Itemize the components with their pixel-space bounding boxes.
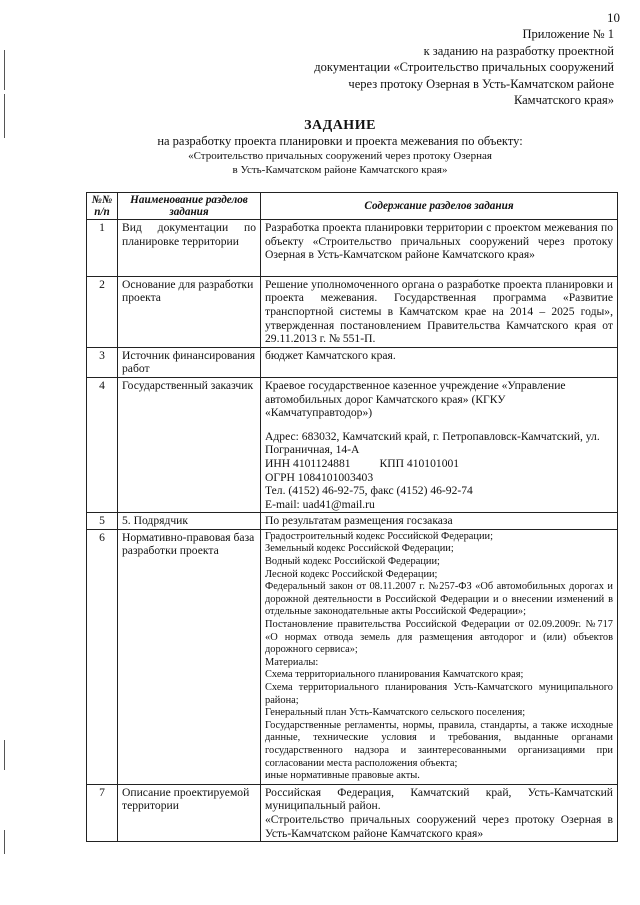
appendix-note — [284, 26, 614, 109]
appendix-line: к заданию на разработку проектной — [423, 43, 614, 58]
binding-mark — [4, 740, 9, 770]
task-table — [86, 192, 618, 842]
content-line: E-mail: uad41@mail.ru — [265, 497, 375, 511]
content-line: бюджет Камчатского края. — [265, 348, 396, 362]
header-section-name: Наименование разделов задания — [118, 193, 261, 220]
row-number: 7 — [87, 784, 118, 841]
content-line: Лесной кодекс Российской Федерации; — [265, 568, 438, 580]
content-line: Решение уполномоченного органа о разработке проекта планировки и проекта межевания. Государственная программа «Развитие транспортной системы в Камчатском крае на 2014 – 2025 годы», утвержденная постановлением Правительства Камчатского края от 29.11.2013 г. № 551-П. — [265, 277, 613, 346]
table-header-row — [87, 193, 618, 220]
row-section-content — [261, 347, 618, 377]
content-gap — [265, 420, 613, 430]
row-number: 2 — [87, 276, 118, 347]
content-line: Схема территориального планирования Камчатского края; — [265, 669, 524, 681]
row-number: 5 — [87, 513, 118, 530]
row-number: 3 — [87, 347, 118, 377]
row-section-content — [261, 784, 618, 841]
appendix-line: Камчатского края» — [513, 93, 614, 107]
document-title: ЗАДАНИЕ — [304, 118, 376, 133]
row-number: 4 — [87, 377, 118, 512]
row-section-name: Государственный заказчик — [118, 377, 261, 512]
row-number: 1 — [87, 220, 118, 277]
content-line: Тел. (4152) 46-92-75, факс (4152) 46-92-74 — [265, 484, 473, 498]
row-section-content — [261, 513, 618, 530]
content-line: Земельный кодекс Российской Федерации; — [265, 543, 454, 555]
content-line: По результатам размещения госзаказа — [265, 514, 453, 528]
content-line: Материалы: — [265, 656, 319, 668]
table-row — [87, 377, 618, 512]
row-section-content — [261, 529, 618, 784]
content-line: Схема территориального планирования Усть-Камчатского муниципального района; — [265, 682, 613, 706]
content-line: ОГРН 1084101003403 — [265, 470, 374, 484]
table-row — [87, 529, 618, 784]
table-row — [87, 513, 618, 530]
row-section-content — [261, 276, 618, 347]
row-section-content — [261, 377, 618, 512]
content-line: Российская Федерация, Камчатский край, Усть-Камчатский муниципальный район. — [265, 785, 613, 813]
content-line: Разработка проекта планировки территории с проектом межевания по объекту «Строительство причальных сооружений через протоку Озерная в Усть-Камчатском районе Камчатского края» — [265, 221, 613, 262]
document-subtitle: на разработку проекта планировки и проекта межевания по объекту: — [157, 134, 523, 148]
appendix-line: документации «Строительство причальных сооружений — [314, 60, 614, 74]
row-section-name: Основание для разработки проекта — [118, 276, 261, 347]
table-row — [87, 220, 618, 277]
content-line: Государственные регламенты, нормы, правила, стандарты, а также исходные данные, технические условия и требования, выданные органами государственного надзора и заинтересованными организациями при согласовании места расположения объекта; — [265, 719, 613, 769]
header-number: №№ п/п — [87, 193, 118, 220]
content-line: Постановление правительства Российской Федерации от 02.09.2009г. №717 «О нормах отвода земель для размещения автодорог и (или) объектов дорожного сервиса»; — [265, 619, 613, 656]
table-row — [87, 347, 618, 377]
title-block — [60, 118, 620, 177]
content-line: Федеральный закон от 08.11.2007 г. №257-ФЗ «Об автомобильных дорогах и дорожной деятельности в Российской Федерации и о внесении изменений в отдельные законодательные акты Российской Федерации»; — [265, 581, 613, 618]
object-name-line: в Усть-Камчатском районе Камчатского края» — [232, 164, 448, 176]
content-line: Адрес: 683032, Камчатский край, г. Петропавловск-Камчатский, ул. Пограничная, 14-А — [265, 429, 600, 457]
content-line: Генеральный план Усть-Камчатского сельского поселения; — [265, 707, 526, 719]
appendix-line: Приложение № 1 — [522, 27, 614, 41]
row-section-name: Нормативно-правовая база разработки проекта — [118, 529, 261, 784]
content-line: Краевое государственное казенное учреждение «Управление автомобильных дорог Камчатского края» (КГКУ «Камчатуправтодор») — [265, 378, 566, 420]
object-name-line: «Строительство причальных сооружений через протоку Озерная — [188, 150, 492, 162]
header-section-content: Содержание разделов задания — [261, 193, 618, 220]
content-line: иные нормативные правовые акты. — [265, 770, 420, 782]
content-line: ИНН 4101124881 КПП 410101001 — [265, 456, 460, 470]
row-section-name: Источник финансирования работ — [118, 347, 261, 377]
binding-mark — [4, 94, 9, 138]
binding-mark — [4, 830, 9, 854]
content-line: Градостроительный кодекс Российской Федерации; — [265, 530, 493, 542]
content-line: «Строительство причальных сооружений через протоку Озерная в Усть-Камчатском районе Камчатского края» — [265, 812, 613, 840]
row-section-name: Вид документации по планировке территории — [118, 220, 261, 277]
row-number: 6 — [87, 529, 118, 784]
row-section-name: Описание проектируемой территории — [118, 784, 261, 841]
row-section-name: 5. Подрядчик — [118, 513, 261, 530]
page-number: 10 — [607, 10, 620, 25]
table-row — [87, 276, 618, 347]
row-section-content — [261, 220, 618, 277]
content-line: Водный кодекс Российской Федерации; — [265, 556, 440, 568]
binding-mark — [4, 50, 9, 90]
table-row — [87, 784, 618, 841]
appendix-line: через протоку Озерная в Усть-Камчатском районе — [348, 76, 614, 91]
